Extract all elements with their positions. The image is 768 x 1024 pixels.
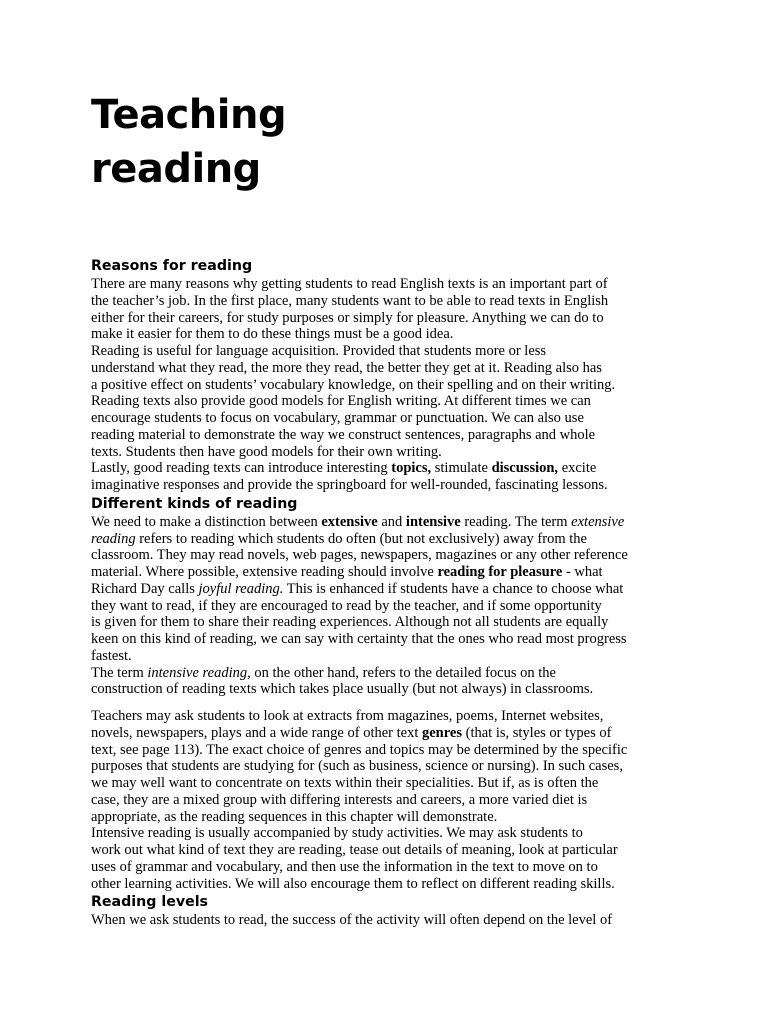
page-title xyxy=(91,88,286,196)
text-line xyxy=(91,665,691,682)
text-line: fastest. xyxy=(91,647,132,664)
kinds-paragraph-3 xyxy=(91,708,691,825)
text-line: reading material to demonstrate the way we construct sentences, paragraphs and whole xyxy=(91,426,596,443)
text-run: material. Where possible, extensive reading should involve xyxy=(91,564,438,580)
text-line: is given for them to share their reading experiences. Although not all students are equally xyxy=(91,614,609,631)
text-line: understand what they read, the more they read, the better they get at it. Reading also has xyxy=(91,359,602,376)
text-line xyxy=(91,460,691,477)
text-run: We need to make a distinction between xyxy=(91,513,322,530)
bold-term-discussion: discussion, xyxy=(491,460,559,477)
text-run: refers to reading which students do often (but not exclusively) away from the xyxy=(135,530,587,547)
section-heading-levels: Reading levels xyxy=(91,894,208,911)
text-line: make it easier for them to do these things must be a good idea. xyxy=(91,326,454,343)
text-line: Reading is useful for language acquisition. Provided that students more or less xyxy=(91,343,547,359)
text-run: - what xyxy=(562,564,603,580)
kinds-paragraph-1 xyxy=(91,514,691,665)
italic-term-extensive: extensive xyxy=(571,513,625,530)
text-run: on the other hand, refers to the detailed focus on the xyxy=(250,664,556,681)
text-run: This is enhanced if students have a chance to choose what xyxy=(283,580,624,597)
text-line: construction of reading texts which takes place usually (but not always) in classrooms. xyxy=(91,681,594,698)
text-line: keen on this kind of reading, we can say with certainty that the ones who read most progress xyxy=(91,631,627,647)
text-run: novels, newspapers, plays and a wide range of other text xyxy=(91,724,422,741)
text-line: When we ask students to read, the success of the activity will often depend on the level of xyxy=(91,912,613,929)
text-line: Teachers may ask students to look at extracts from magazines, poems, Internet websites, xyxy=(91,708,604,724)
bold-term-genres: genres xyxy=(421,724,462,741)
text-run: Richard Day calls xyxy=(91,580,199,597)
text-run: (that is, styles or types of xyxy=(462,724,612,741)
bold-term-intensive: intensive xyxy=(405,513,461,530)
text-line: we may well want to concentrate on texts within their specialities. But if, as is often the xyxy=(91,775,599,791)
text-line xyxy=(91,581,691,598)
text-run: and xyxy=(377,513,406,530)
text-line: There are many reasons why getting students to read English texts is an important part of xyxy=(91,276,608,292)
levels-paragraph-1 xyxy=(91,912,691,929)
text-line: Reading texts also provide good models for English writing. At different times we can xyxy=(91,393,591,410)
text-run: The term xyxy=(91,664,148,681)
text-line xyxy=(91,564,691,581)
text-line: encourage students to focus on vocabulary, grammar or punctuation. We can also use xyxy=(91,410,584,426)
text-line: the teacher’s job. In the first place, many students want to be able to read texts in English xyxy=(91,292,609,309)
text-line: classroom. They may read novels, web pages, newspapers, magazines or any other reference xyxy=(91,547,628,564)
paragraph-spacer xyxy=(91,698,691,708)
text-run: reading. The term xyxy=(460,513,572,530)
bold-term-extensive: extensive xyxy=(321,513,378,530)
section-heading-kinds: Different kinds of reading xyxy=(91,495,298,512)
text-line: appropriate, as the reading sequences in this chapter will demonstrate. xyxy=(91,808,498,825)
text-line: work out what kind of text they are reading, tease out details of meaning, look at particular xyxy=(91,842,618,858)
text-line xyxy=(91,531,691,548)
text-run: excite xyxy=(558,460,597,477)
kinds-paragraph-2 xyxy=(91,665,691,699)
text-line: case, they are a mixed group with differing interests and careers, a more varied diet is xyxy=(91,791,588,808)
text-line: imaginative responses and provide the springboard for well-rounded, fascinating lessons. xyxy=(91,477,608,493)
text-line: purposes that students are studying for (such as business, science or nursing). In such cases, xyxy=(91,758,623,775)
text-run: Lastly, good reading texts can introduce interesting xyxy=(91,460,392,477)
section-heading-reasons: Reasons for reading xyxy=(91,258,253,274)
reasons-paragraph-3 xyxy=(91,460,691,494)
text-line xyxy=(91,514,691,531)
text-line xyxy=(91,725,691,742)
text-line: uses of grammar and vocabulary, and then use the information in the text to move on to xyxy=(91,858,598,875)
italic-term-intensive-reading: intensive reading, xyxy=(147,664,251,681)
text-line: other learning activities. We will also encourage them to reflect on different reading skills. xyxy=(91,875,615,892)
text-line: texts. Students then have good models for their own writing. xyxy=(91,443,442,460)
text-line: Intensive reading is usually accompanied by study activities. We may ask students to xyxy=(91,825,583,842)
italic-term-reading: reading xyxy=(91,530,136,547)
text-run: stimulate xyxy=(431,460,492,477)
text-line: either for their careers, for study purposes or simply for pleasure. Anything we can do to xyxy=(91,309,604,326)
reasons-paragraph-2 xyxy=(91,343,691,460)
italic-term-joyful-reading: joyful reading. xyxy=(198,580,284,597)
bold-term-reading-for-pleasure: reading for pleasure xyxy=(437,564,563,580)
document-body xyxy=(91,256,691,929)
title-line-1: Teaching xyxy=(91,92,287,138)
text-line: they want to read, if they are encouraged to read by the teacher, and if some opportunity xyxy=(91,597,602,614)
text-line: text, see page 113). The exact choice of genres and topics may be determined by the specific xyxy=(91,741,628,758)
title-line-2: reading xyxy=(91,146,261,192)
kinds-paragraph-4 xyxy=(91,825,691,892)
reasons-paragraph-1 xyxy=(91,276,691,343)
text-line: a positive effect on students’ vocabulary knowledge, on their spelling and on their writing. xyxy=(91,376,616,393)
bold-term-topics: topics, xyxy=(391,460,432,477)
